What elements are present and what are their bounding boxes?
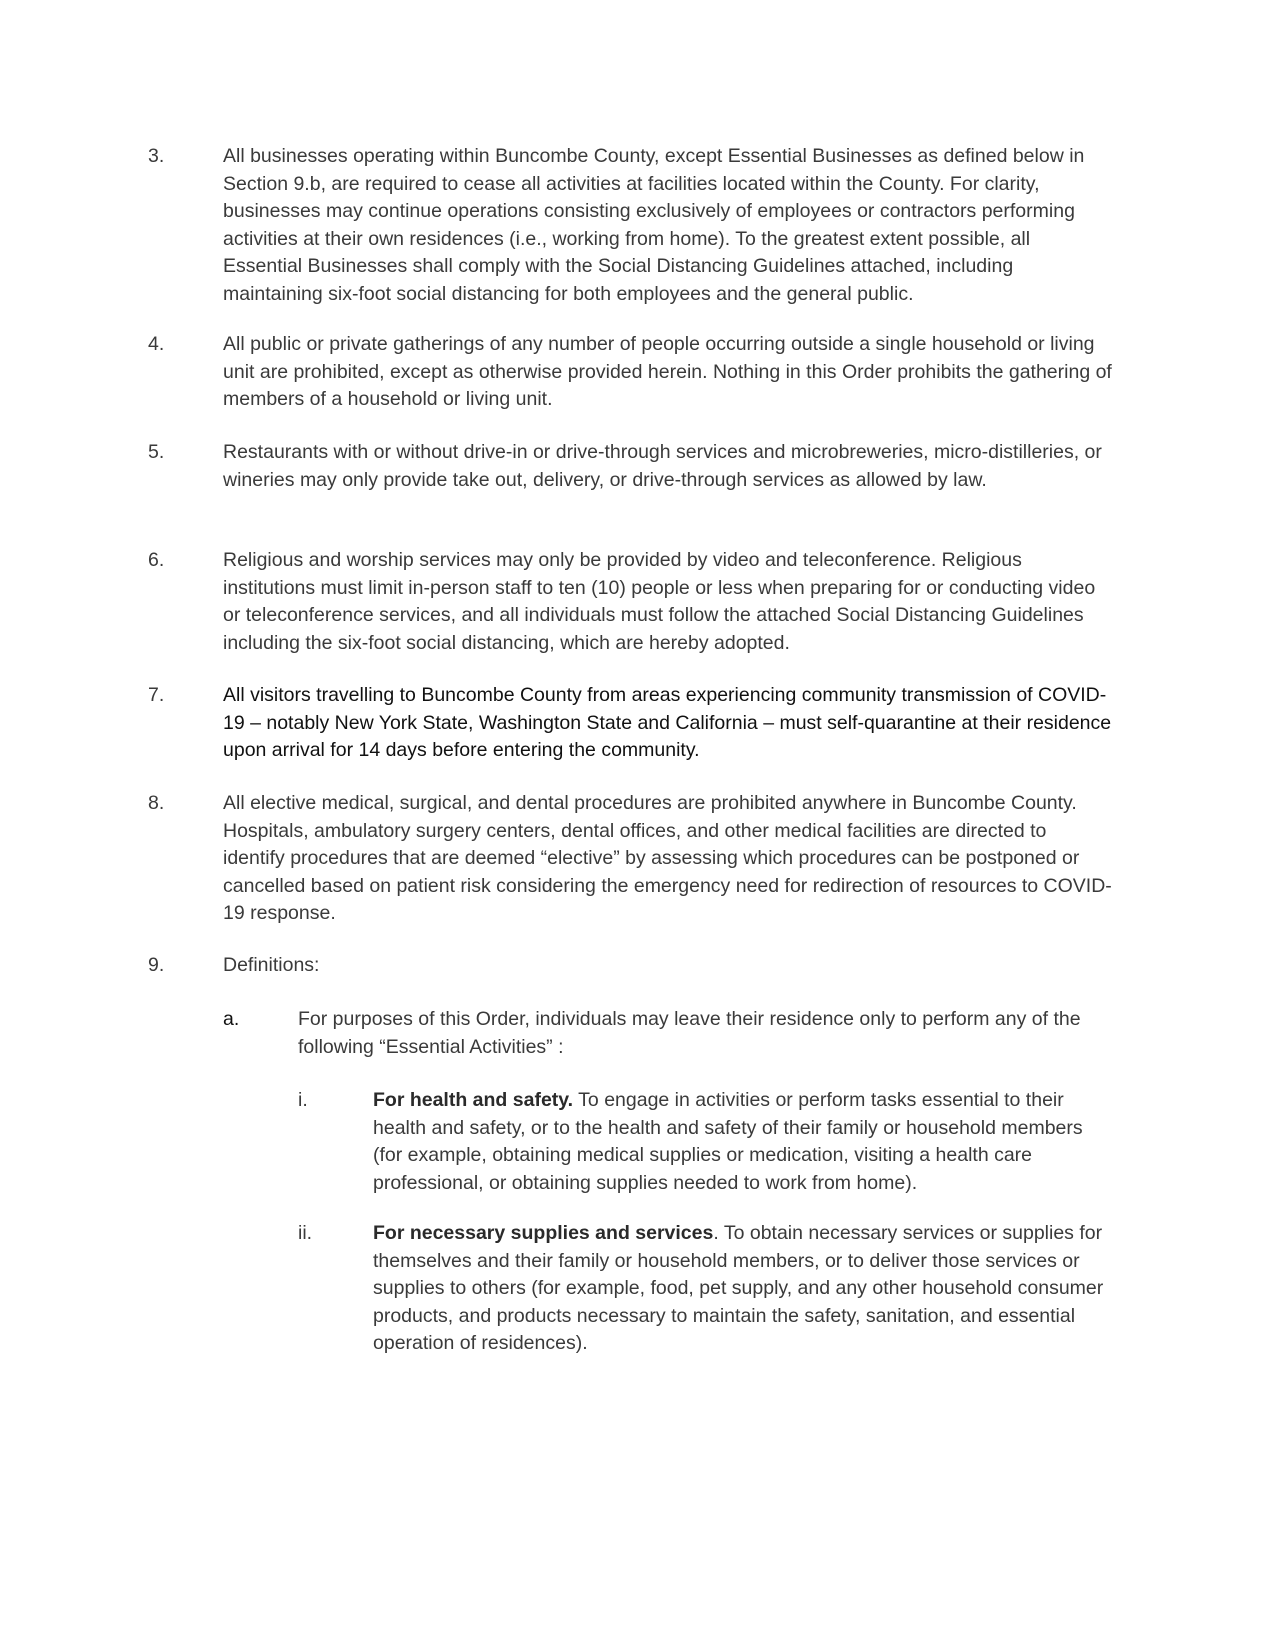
subitem-body: To engage in activities or perform tasks essential to their health and safety, or to the health and safety of their family or household members (for example, obtaining medical supplies or medication, visiting a health care professional, or obtaining supplies needed to work from home). [373,1089,1083,1194]
item-number: 4. [148,333,165,355]
item-text: All public or private gatherings of any number of people occurring outside a single household or living unit are prohibited, except as otherwise provided herein. Nothing in this Order prohibits the gathering of members of a household or living unit. [223,333,1112,411]
subsection-label: a. [223,1008,240,1030]
item-text: All businesses operating within Buncombe County, except Essential Businesses as defined below in Section 9.b, are required to cease all activities at facilities located within the County. For clarity, businesses may continue operations consisting exclusively of employees or contractors performing activities at their own residences (i.e., working from home). To the greatest extent possible, all Essential Businesses shall comply with the Social Distancing Guidelines attached, including maintaining six-foot social distancing for both employees and the general public. [223,145,1085,305]
subitem-label: ii. [298,1222,313,1244]
item-number: 9. [148,954,165,976]
item-text: Restaurants with or without drive-in or drive-through services and microbreweries, micro-distilleries, or wineries may only provide take out, delivery, or drive-through services as allowed by law. [223,441,1102,491]
item-number: 5. [148,441,165,463]
subitem-text [373,1087,1113,1197]
item-number: 3. [148,145,165,167]
subitem-heading: For health and safety. [373,1089,574,1111]
subitem-label: i. [298,1089,308,1111]
item-number: 8. [148,792,165,814]
item-number: 7. [148,684,165,706]
subitem-heading: For necessary supplies and services [373,1222,714,1244]
subsection-text: For purposes of this Order, individuals may leave their residence only to perform any of the following “Essential Activities” : [298,1008,1081,1058]
item-text: All elective medical, surgical, and dental procedures are prohibited anywhere in Buncombe County. Hospitals, ambulatory surgery centers, dental offices, and other medical facilities are directed to identify procedures that are deemed “elective” by assessing which procedures can be postponed or cancelled based on patient risk considering the emergency need for redirection of resources to COVID-19 response. [223,792,1112,925]
subitem-body: . To obtain necessary services or supplies for themselves and their family or household members, or to deliver those services or supplies to others (for example, food, pet supply, and any other household consumer products, and products necessary to maintain the safety, sanitation, and essential operation of residences). [373,1222,1104,1355]
item-text: Definitions: [223,954,320,976]
subitem-text [373,1220,1113,1358]
item-text: Religious and worship services may only be provided by video and teleconference. Religious institutions must limit in-person staff to ten (10) people or less when preparing for or conducting video or teleconference services, and all individuals must follow the attached Social Distancing Guidelines including the six-foot social distancing, which are hereby adopted. [223,549,1096,654]
item-number: 6. [148,549,165,571]
item-text: All visitors travelling to Buncombe County from areas experiencing community transmission of COVID-19 – notably New York State, Washington State and California – must self-quarantine at their residence upon arrival for 14 days before entering the community. [223,684,1112,762]
